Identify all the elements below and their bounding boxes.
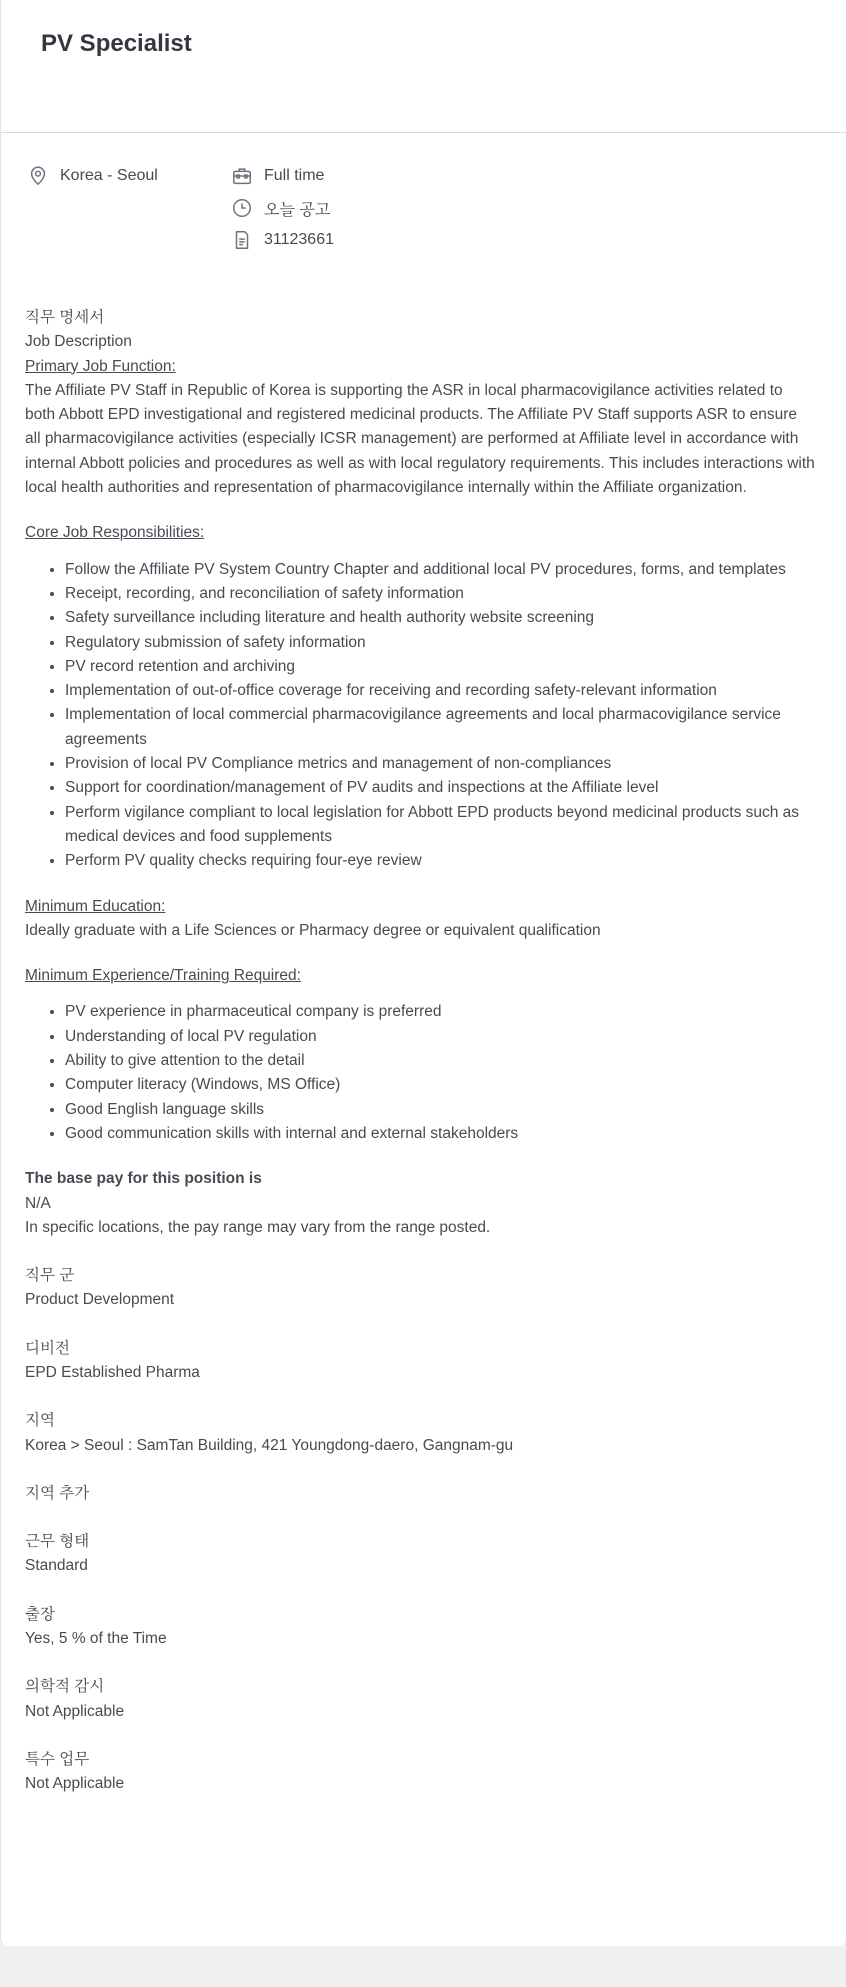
job-location [27,164,158,188]
list-item: • Implementation of local commercial pharmacovigilance agreements and local pharmacovigilance service agreements [65,703,815,752]
list-item: • Receipt, recording, and reconciliation of safety information [65,582,815,606]
list-item: • Computer literacy (Windows, MS Office) [65,1073,815,1097]
list-item: • Safety surveillance including literature and health authority website screening [65,606,815,630]
detail-label-travel: 출장 [25,1605,55,1623]
list-item: • Ability to give attention to the detail [65,1049,815,1073]
list-item: • PV experience in pharmaceutical company is preferred [65,1000,815,1024]
list-item: • Understanding of local PV regulation [65,1025,815,1049]
list-item: • Provision of local PV Compliance metrics and management of non-compliances [65,752,815,776]
job-id [231,228,334,252]
detail-label-division: 디비전 [25,1339,70,1357]
list-item: • Good English language skills [65,1098,815,1122]
clock-icon [231,197,253,219]
list-item: • Good communication skills with internal and external stakeholders [65,1122,815,1146]
education-label: Minimum Education: [25,897,166,915]
core-responsibilities-label: Core Job Responsibilities: [25,524,205,542]
job-id-text: 31123661 [264,231,334,248]
description-heading-kr: 직무 명세서 [25,309,105,326]
education-text: Ideally graduate with a Life Sciences or Pharmacy degree or equivalent qualification [25,921,601,939]
description-heading-en: Job Description [25,333,132,351]
map-pin-icon [27,165,49,187]
job-description [25,306,815,1797]
detail-value-travel: Yes, 5 % of the Time [25,1630,167,1648]
detail-value-significant-work-activities: Not Applicable [25,1775,125,1793]
list-item: • Regulatory submission of safety information [65,631,815,655]
job-employment-type [231,164,324,188]
experience-list [25,1000,815,1146]
pay-label: The base pay for this position is [25,1170,262,1188]
detail-value-job-family: Product Development [25,1291,175,1309]
list-item: • Perform PV quality checks requiring four-eye review [65,849,815,873]
detail-label-additional-location: 지역 추가 [25,1484,90,1502]
briefcase-icon [231,165,253,187]
job-posted-text: 오늘 공고 [264,201,331,219]
job-employment-type-text: Full time [264,167,325,184]
primary-function-label: Primary Job Function: [25,357,176,375]
detail-label-location: 지역 [25,1412,55,1430]
detail-value-medical-surveillance: Not Applicable [25,1702,125,1720]
list-item: • PV record retention and archiving [65,655,815,679]
detail-label-medical-surveillance: 의학적 감시 [25,1678,105,1696]
job-meta [1,156,846,266]
document-icon [231,229,253,251]
list-item: • Support for coordination/management of PV audits and inspections at the Affiliate level [65,776,815,800]
detail-value-location: Korea > Seoul : SamTan Building, 421 Youngdong-daero, Gangnam-gu [25,1436,514,1454]
detail-label-job-family: 직무 군 [25,1267,75,1285]
detail-label-work-shift: 근무 형태 [25,1533,90,1551]
list-item: • Perform vigilance compliant to local legislation for Abbott EPD products beyond medicinal products such as medical devices and food supplements [65,801,815,850]
experience-label: Minimum Experience/Training Required: [25,967,301,985]
detail-value-work-shift: Standard [25,1557,88,1575]
detail-value-division: EPD Established Pharma [25,1363,200,1381]
core-responsibilities-list [25,558,815,874]
job-posted [231,196,330,220]
detail-label-significant-work-activities: 특수 업무 [25,1750,90,1768]
job-location-text: Korea - Seoul [60,167,158,184]
pay-value: N/A [25,1194,51,1212]
job-header [1,0,846,133]
list-item: • Follow the Affiliate PV System Country Chapter and additional local PV procedures, forms, and templates [65,558,815,582]
page-title: PV Specialist [41,30,192,57]
primary-function-text: The Affiliate PV Staff in Republic of Korea is supporting the ASR in local pharmacovigilance activities related to both Abbott EPD investigational and registered medicinal products. The Affiliate PV Staff supports ASR to ensure all pharmacovigilance activities (especially ICSR management) are performed at Affiliate level in accordance with internal Abbott policies and procedures as well as with local regulatory requirements. This includes interactions with local health authorities and representation of pharmacovigilance internally within the Affiliate organization. [25,381,815,497]
list-item: • Implementation of out-of-office coverage for receiving and recording safety-relevant information [65,679,815,703]
pay-note: In specific locations, the pay range may vary from the range posted. [25,1218,491,1236]
